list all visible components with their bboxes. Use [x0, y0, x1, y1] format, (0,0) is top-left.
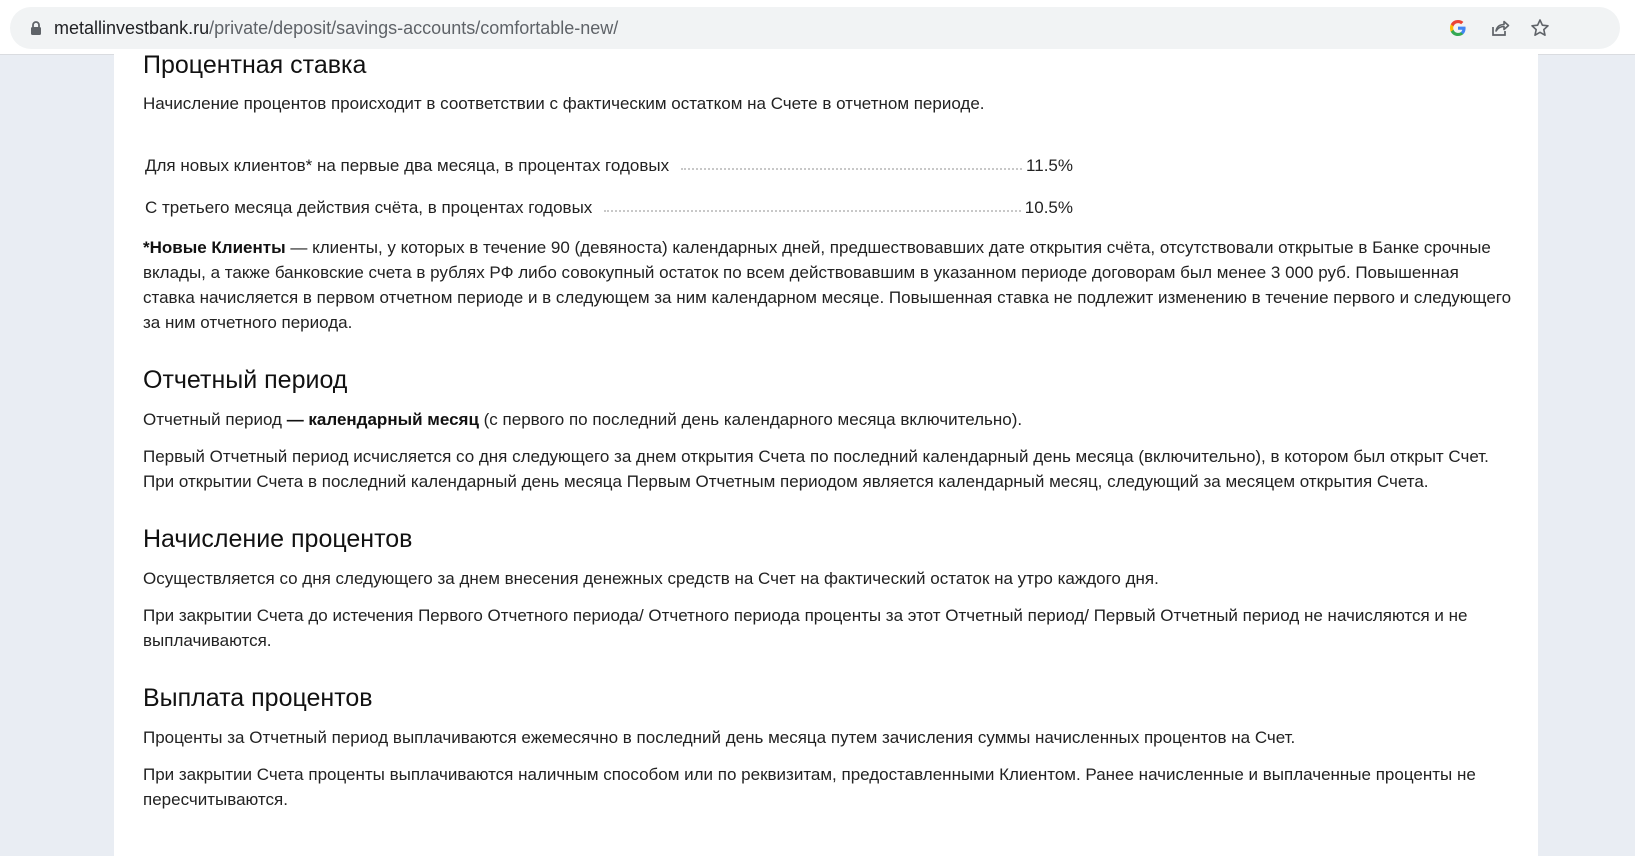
payout-text-1: Проценты за Отчетный период выплачиваются ежемесячно в последний день месяца путем зачисления суммы начисленных процентов на Счет. [143, 728, 1296, 747]
rate-row-new-clients [143, 134, 1073, 176]
rates-table [143, 134, 1073, 218]
accrual-section-title: Начисление процентов [143, 525, 413, 553]
url-path: /private/deposit/savings-accounts/comfortable-new/ [209, 18, 619, 38]
dotted-leader [604, 210, 1021, 212]
rate-row-third-month [143, 176, 1073, 218]
payout-section-title: Выплата процентов [143, 684, 373, 712]
url-host: metallinvestbank.ru [54, 18, 210, 38]
period-definition-text [143, 407, 1513, 432]
share-icon[interactable] [1490, 18, 1510, 38]
period-def-bold: — календарный месяц [286, 410, 479, 429]
omnibox[interactable] [10, 7, 1620, 49]
period-section-title: Отчетный период [143, 366, 348, 394]
period-def-end: (с первого по последний день календарного месяца включительно). [478, 410, 1023, 429]
new-clients-footnote [143, 235, 1513, 335]
lock-icon[interactable] [28, 20, 44, 36]
google-icon[interactable] [1448, 18, 1468, 38]
accrual-text-2: При закрытии Счета до истечения Первого Отчетного периода/ Отчетного периода проценты за этот Отчетный период/ Первый Отчетный период не начисляются и не выплачиваются. [143, 606, 1468, 650]
browser-address-bar [0, 0, 1635, 55]
rate-row-value: 10.5% [1024, 198, 1073, 217]
url-text[interactable] [54, 17, 618, 39]
footnote-term: *Новые Клиенты [143, 238, 286, 257]
payout-text-2: При закрытии Счета проценты выплачиваются наличным способом или по реквизитам, предоставленными Клиентом. Ранее начисленные и выплаченные проценты не пересчитываются. [143, 765, 1476, 809]
accrual-text-1: Осуществляется со дня следующего за днем внесения денежных средств на Счет на фактический остаток на утро каждого дня. [143, 569, 1159, 588]
rate-section-title: Процентная ставка [143, 51, 367, 79]
period-def-start: Отчетный период [143, 410, 287, 429]
rate-row-label: Для новых клиентов* на первые два месяца, в процентах годовых [145, 156, 670, 175]
rate-row-label: С третьего месяца действия счёта, в процентах годовых [145, 198, 593, 217]
bookmark-star-icon[interactable] [1530, 18, 1550, 38]
deposit-conditions [143, 51, 1513, 812]
first-period-text: Первый Отчетный период исчисляется со дня следующего за днем открытия Счета по последний календарный день месяца (включительно), в котором был открыт Счет. При открытии Счета в последний календарный день месяца Первым Отчетным периодом является календарный месяц, следующий за месяцем открытия Счета. [143, 447, 1489, 491]
rate-intro-text: Начисление процентов происходит в соответствии с фактическим остатком на Счете в отчетном периоде. [143, 94, 985, 113]
footnote-text: — клиенты, у которых в течение 90 (девяноста) календарных дней, предшествовавших дате открытия счёта, отсутствовали открытые в Банке срочные вклады, а также банковские счета в рублях РФ либо совокупный остаток по всем действовавшим в указанном периоде договорам был менее 3 000 руб. Повышенная ставка начисляется в первом отчетном периоде и в следующем за ним календарном месяце. Повышенная ставка не подлежит изменению в течение первого и следующего за ним отчетного периода. [143, 238, 1512, 332]
rate-row-value: 11.5% [1026, 156, 1073, 175]
dotted-leader [681, 168, 1022, 170]
